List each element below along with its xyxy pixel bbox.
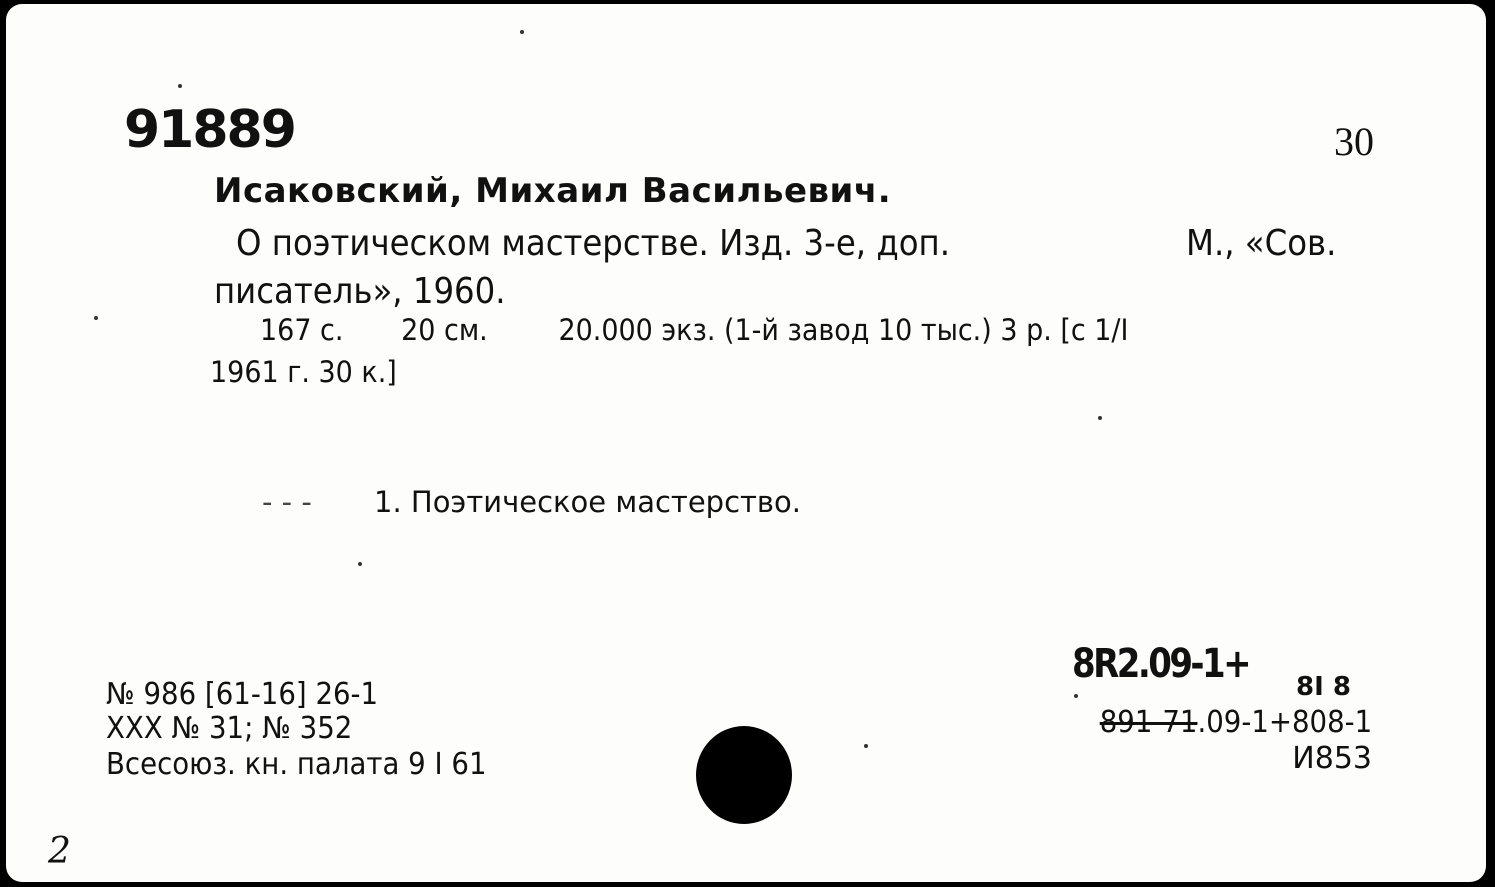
speck: [1074, 694, 1078, 698]
title-line-2: писатель», 1960.: [214, 271, 506, 312]
speck: [94, 316, 98, 320]
punch-hole: [696, 726, 792, 824]
catalog-line-2: XXX № 31; № 352: [106, 711, 353, 746]
catalog-line-3: Всесоюз. кн. палата 9 I 61: [106, 747, 487, 782]
speck: [520, 30, 524, 34]
author-mark: И853: [1292, 741, 1372, 776]
page-count: 167 с.: [260, 313, 344, 347]
accession-number: 91889: [124, 100, 295, 160]
handwritten-class-code: 8R2.09-1+: [1072, 641, 1250, 687]
title-line-1: О поэтическом мастерстве. Изд. 3-е, доп.: [236, 223, 950, 264]
catalog-card: [6, 4, 1486, 882]
classification-code: [1099, 705, 1372, 740]
speck: [864, 744, 868, 748]
publisher-part-1: М., «Сов.: [1186, 223, 1337, 264]
subject-dashes: - - -: [262, 485, 312, 519]
book-size: 20 см.: [401, 313, 488, 347]
handwritten-class-code-2: 8I 8: [1296, 672, 1351, 702]
print-run: 20.000 экз. (1-й завод 10 тыс.) 3 р. [с 1/I: [558, 313, 1129, 347]
physical-description-continued: 1961 г. 30 к.]: [210, 355, 397, 389]
catalog-line-1: № 986 [61-16] 26-1: [106, 677, 379, 712]
speck: [358, 562, 362, 566]
subject-heading: 1. Поэтическое мастерство.: [374, 485, 801, 519]
corner-mark: 2: [48, 831, 71, 872]
physical-description: [260, 313, 1129, 347]
speck: [178, 84, 182, 88]
class-code-rest: .09-1+808-1: [1197, 705, 1372, 740]
shelf-number: 30: [1334, 119, 1374, 164]
author-heading: Исаковский, Михаил Васильевич.: [214, 171, 892, 211]
struck-class-code: 891-71: [1099, 705, 1198, 740]
speck: [1098, 416, 1102, 420]
